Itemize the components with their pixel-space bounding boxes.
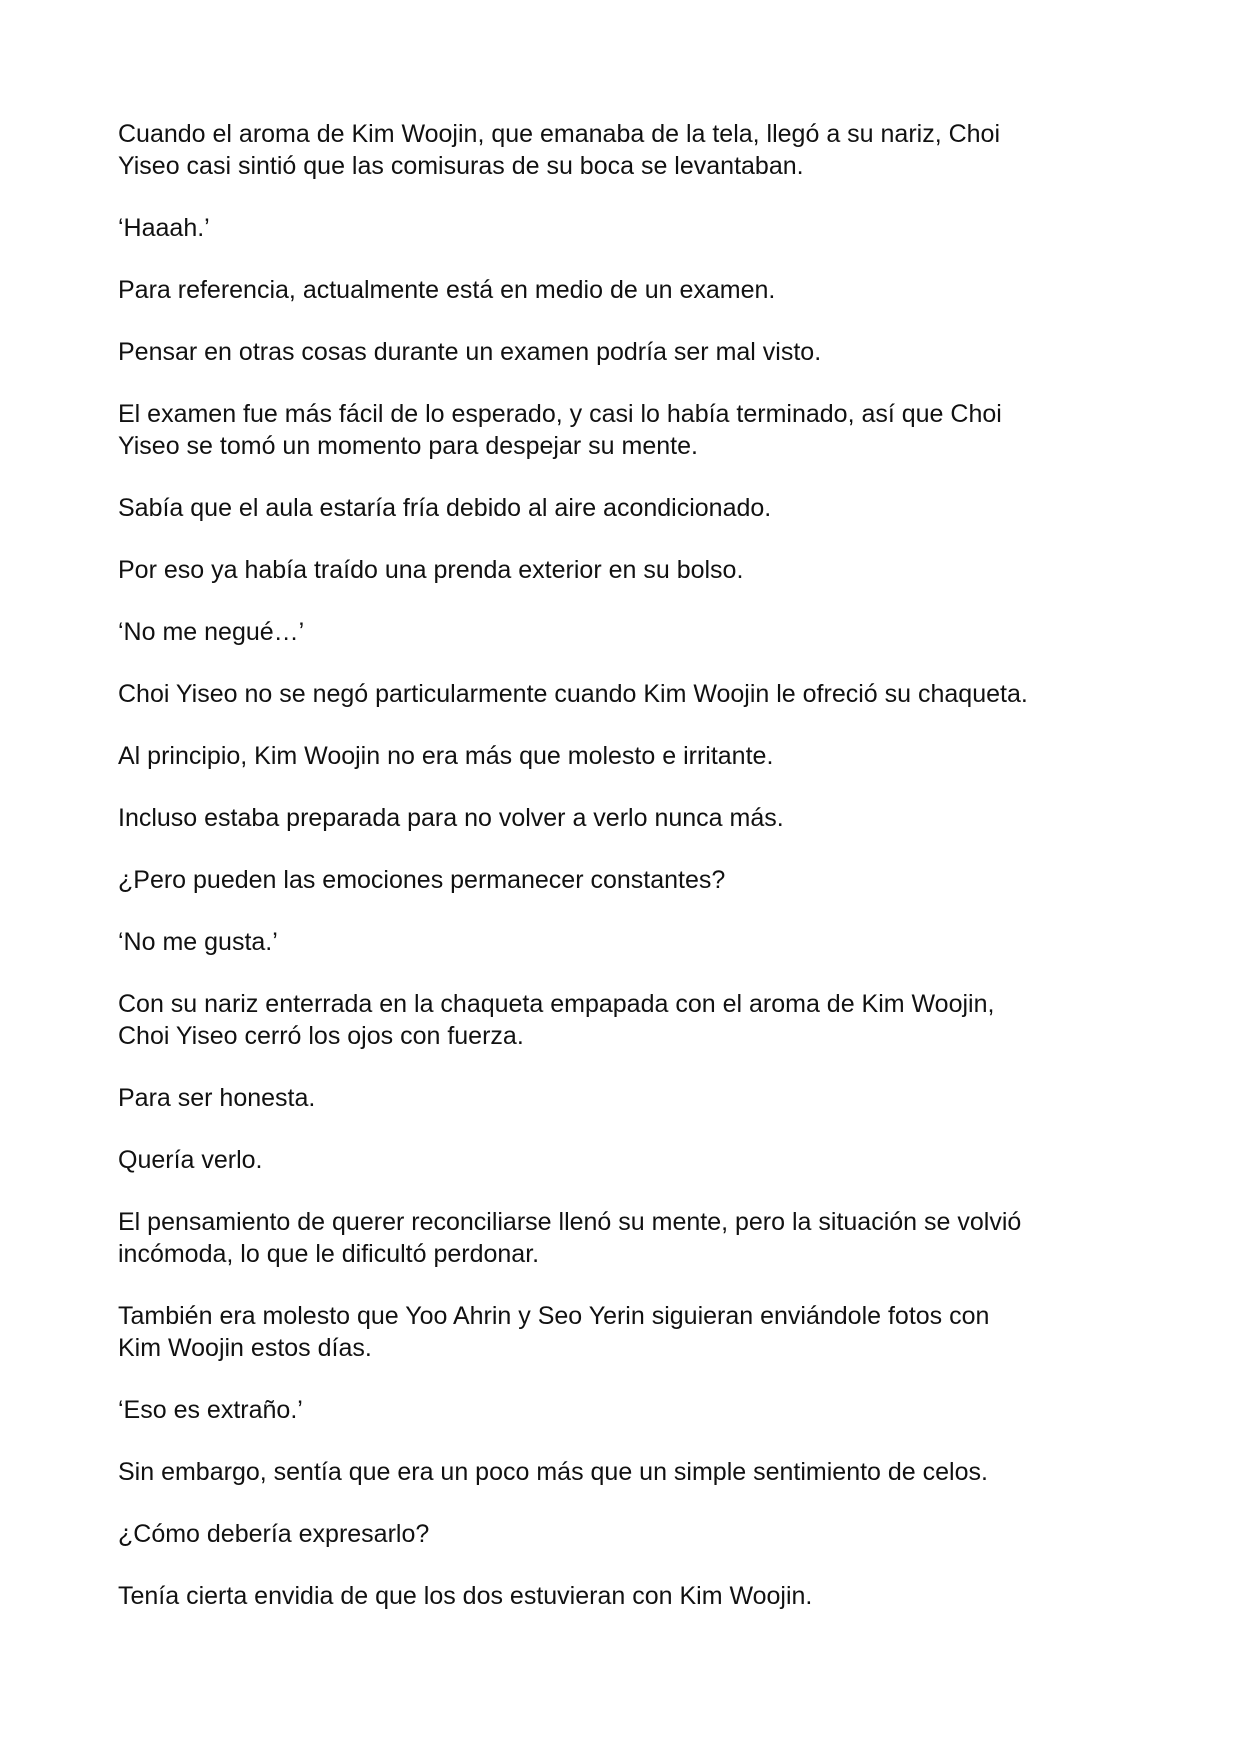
paragraph-line: Cuando el aroma de Kim Woojin, que emanaba de la tela, llegó a su nariz, Choi — [118, 120, 1001, 148]
document-body — [118, 118, 1128, 1642]
paragraph — [118, 492, 1128, 524]
paragraph — [118, 336, 1128, 368]
paragraph — [118, 926, 1128, 958]
paragraph-line: ‘No me gusta.’ — [118, 928, 278, 956]
paragraph — [118, 118, 1128, 182]
paragraph-line: Para referencia, actualmente está en medio de un examen. — [118, 276, 776, 304]
paragraph-line: Yiseo se tomó un momento para despejar su mente. — [118, 432, 698, 460]
paragraph — [118, 1580, 1128, 1612]
paragraph-line: Quería verlo. — [118, 1146, 263, 1174]
paragraph-line: Choi Yiseo cerró los ojos con fuerza. — [118, 1022, 524, 1050]
paragraph — [118, 740, 1128, 772]
paragraph — [118, 274, 1128, 306]
paragraph-line: Yiseo casi sintió que las comisuras de su boca se levantaban. — [118, 152, 804, 180]
paragraph — [118, 1144, 1128, 1176]
paragraph-line: Con su nariz enterrada en la chaqueta empapada con el aroma de Kim Woojin, — [118, 990, 995, 1018]
paragraph-line: Por eso ya había traído una prenda exterior en su bolso. — [118, 556, 744, 584]
paragraph-line: Tenía cierta envidia de que los dos estuvieran con Kim Woojin. — [118, 1582, 813, 1610]
paragraph — [118, 554, 1128, 586]
paragraph — [118, 1394, 1128, 1426]
paragraph — [118, 1300, 1128, 1364]
paragraph-line: incómoda, lo que le dificultó perdonar. — [118, 1240, 540, 1268]
paragraph — [118, 864, 1128, 896]
paragraph-line: El examen fue más fácil de lo esperado, y casi lo había terminado, así que Choi — [118, 400, 1002, 428]
paragraph — [118, 988, 1128, 1052]
paragraph — [118, 678, 1128, 710]
paragraph-line: ‘Haaah.’ — [118, 214, 210, 242]
paragraph-line: ‘No me negué…’ — [118, 618, 305, 646]
paragraph — [118, 616, 1128, 648]
paragraph — [118, 1518, 1128, 1550]
paragraph-line: Choi Yiseo no se negó particularmente cuando Kim Woojin le ofreció su chaqueta. — [118, 680, 1028, 708]
paragraph-line: Incluso estaba preparada para no volver a verlo nunca más. — [118, 804, 784, 832]
paragraph-line: Al principio, Kim Woojin no era más que molesto e irritante. — [118, 742, 774, 770]
paragraph-line: Sin embargo, sentía que era un poco más que un simple sentimiento de celos. — [118, 1458, 988, 1486]
paragraph-line: También era molesto que Yoo Ahrin y Seo Yerin siguieran enviándole fotos con — [118, 1302, 990, 1330]
paragraph — [118, 212, 1128, 244]
paragraph — [118, 802, 1128, 834]
paragraph — [118, 1206, 1128, 1270]
paragraph-line: Pensar en otras cosas durante un examen podría ser mal visto. — [118, 338, 822, 366]
paragraph-line: Kim Woojin estos días. — [118, 1334, 372, 1362]
paragraph — [118, 398, 1128, 462]
paragraph-line: Para ser honesta. — [118, 1084, 316, 1112]
paragraph-line: ‘Eso es extraño.’ — [118, 1396, 303, 1424]
paragraph-line: ¿Cómo debería expresarlo? — [118, 1520, 430, 1548]
paragraph-line: Sabía que el aula estaría fría debido al aire acondicionado. — [118, 494, 772, 522]
paragraph — [118, 1082, 1128, 1114]
paragraph-line: ¿Pero pueden las emociones permanecer constantes? — [118, 866, 726, 894]
paragraph — [118, 1456, 1128, 1488]
paragraph-line: El pensamiento de querer reconciliarse llenó su mente, pero la situación se volvió — [118, 1208, 1022, 1236]
